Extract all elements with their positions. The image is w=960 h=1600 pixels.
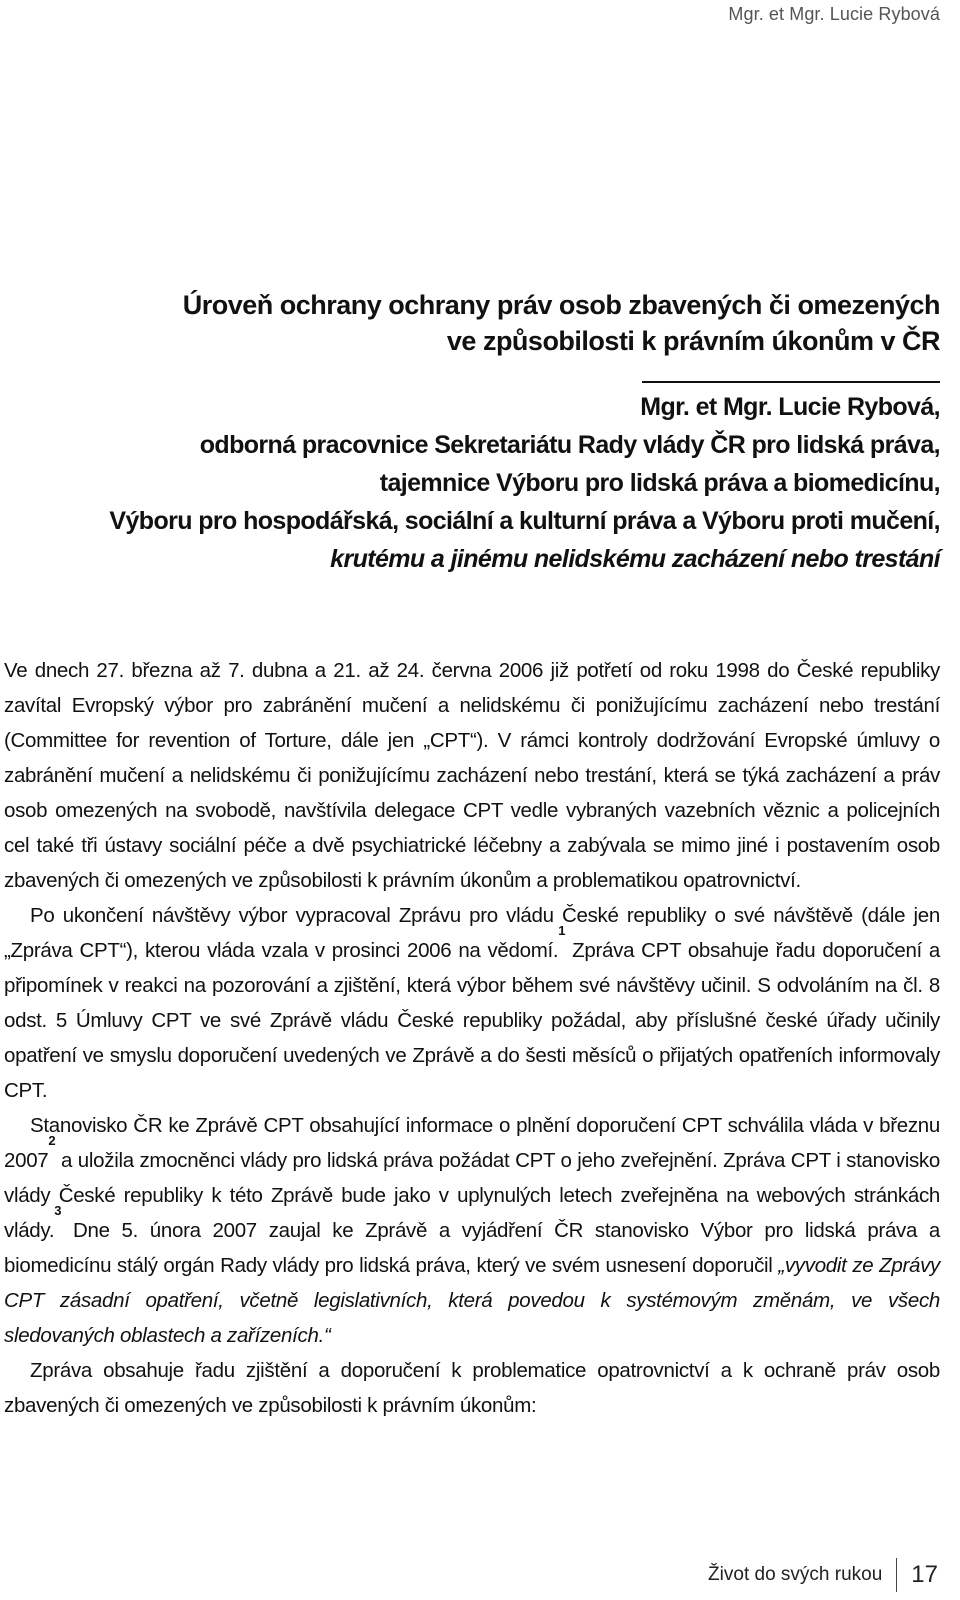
body-paragraph-3 — [4, 1108, 940, 1353]
author-line: Výboru pro hospodářská, sociální a kulturní práva a Výboru proti mučení, — [109, 507, 940, 535]
publication-name: Život do svých rukou — [708, 1564, 883, 1585]
footnote-ref-3[interactable]: 3 — [54, 1203, 62, 1218]
running-header-author: Mgr. et Mgr. Lucie Rybová — [728, 4, 940, 24]
body-paragraph-2 — [4, 898, 940, 1108]
footer-divider — [896, 1558, 897, 1592]
author-line: Mgr. et Mgr. Lucie Rybová, — [640, 393, 940, 421]
title-divider — [642, 381, 940, 383]
article-title-line: Úroveň ochrany ochrany práv osob zbavených či omezených — [182, 290, 940, 320]
footnote-ref-1[interactable]: 1 — [558, 923, 566, 938]
page-footer — [708, 1558, 938, 1592]
article-title-line: ve způsobilosti k právním úkonům v ČR — [446, 326, 940, 356]
paragraph-text: a uložila zmocněnci vlády pro lidská práva požádat CPT o jeho zveřejnění. Zpráva CPT i stanovisko vlády České republiky k této Zprávě bude jako v uplynulých letech zveřejněna na webových stránkách vlády. — [4, 1149, 940, 1242]
paragraph-text: Po ukončení návštěvy výbor vypracoval Zprávu pro vládu České republiky o své návštěvě (dále jen „Zpráva CPT“), kterou vláda vzala v prosinci 2006 na vědomí. — [4, 904, 940, 962]
page-number: 17 — [911, 1561, 938, 1588]
author-line: krutému a jinému nelidskému zacházení nebo trestání — [330, 545, 940, 573]
paragraph-text: Dne 5. února 2007 zaujal ke Zprávě a vyjádření ČR stanovisko Výbor pro lidská práva a biomedicínu stálý orgán Rady vlády pro lidská práva, který ve svém usnesení doporučil — [4, 1219, 940, 1277]
author-line: tajemnice Výboru pro lidská práva a biomedicínu, — [379, 469, 940, 497]
paragraph-text: Stanovisko ČR ke Zprávě CPT obsahující informace o plnění doporučení CPT schválila vláda v březnu 2007 — [4, 1114, 940, 1172]
paragraph-text: Zpráva CPT obsahuje řadu doporučení a připomínek v reakci na pozorování a zjištění, která výbor během své návštěvy učinil. S odvoláním na čl. 8 odst. 5 Úmluvy CPT ve své Zprávě vládu České republiky požádal, aby příslušné české úřady učinily opatření ve smyslu doporučení uvedených ve Zprávě a do šesti měsíců o přijatých opatřeních informovaly CPT. — [4, 939, 940, 1102]
body-paragraph-4: Zpráva obsahuje řadu zjištění a doporučení k problematice opatrovnictví a k ochraně práv osob zbavených či omezených ve způsobilosti k právním úkonům: — [4, 1359, 940, 1417]
article-title — [40, 287, 940, 359]
resolution-quote: „vyvodit ze Zprávy CPT zásadní opatření, včetně legislativních, která povedou k systémovým změnám, ve všech sledovaných oblastech a zařízeních.“ — [4, 1254, 940, 1347]
body-paragraph-1: Ve dnech 27. března až 7. dubna a 21. až 24. června 2006 již potřetí od roku 1998 do České republiky zavítal Evropský výbor pro zabránění mučení a nelidskému či ponižujícímu zacházení nebo trestání (Committee for revention of Torture, dále jen „CPT“). V rámci kontroly dodržování Evropské úmluvy o zabránění mučení a nelidskému či ponižujícímu zacházení nebo trestání, která se týká zacházení a práv osob omezených na svobodě, navštívila delegace CPT vedle vybraných vazebních věznic a policejních cel také tři ústavy sociální péče a dvě psychiatrické léčebny a zabývala se mimo jiné i postavením osob zbavených či omezených ve způsobilosti k právním úkonům a problematikou opatrovnictví. — [4, 659, 940, 892]
author-affiliation — [0, 388, 940, 578]
author-line: odborná pracovnice Sekretariátu Rady vlády ČR pro lidská práva, — [199, 431, 940, 459]
article-body — [4, 653, 940, 1423]
footnote-ref-2[interactable]: 2 — [48, 1133, 56, 1148]
